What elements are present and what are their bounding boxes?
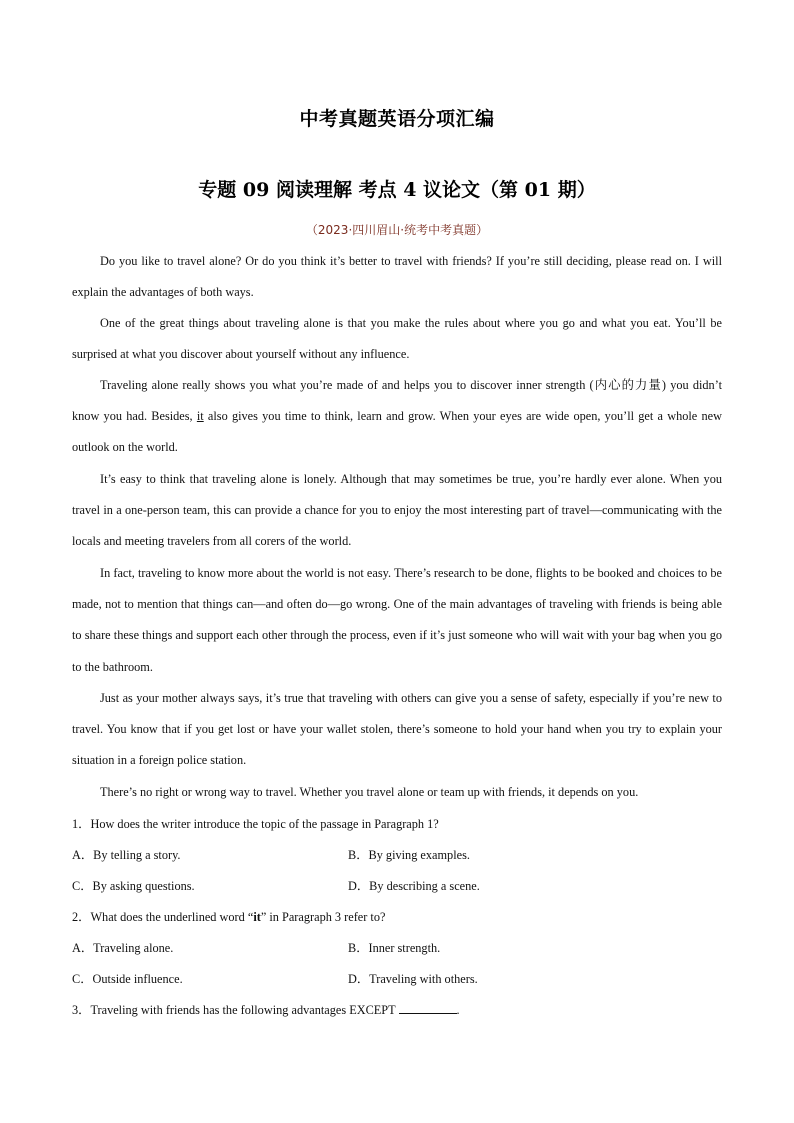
question-1-stem: 1．How does the writer introduce the topic of the passage in Paragraph 1? [72, 817, 439, 831]
question-1-option-a: A．By telling a story. [72, 848, 181, 862]
paragraph-3-text-b: also gives you time to think, learn and grow. When your eyes are wide open, you’ll get a whole new outlook on the world. [72, 409, 722, 455]
paragraph-1: Do you like to travel alone? Or do you think it’s better to travel with friends? If you’re still deciding, please read on. I will explain the advantages of both ways. [72, 254, 722, 300]
question-3-end: . [456, 1003, 460, 1017]
answer-blank[interactable] [399, 1002, 457, 1014]
question-1-option-c: C．By asking questions. [72, 879, 195, 893]
paragraph-4: It’s easy to think that traveling alone is lonely. Although that may sometimes be true, you’re hardly ever alone. When you travel in a one-person team, this can provide a chance for you to enjoy the most interesting part of travel—communicating with the locals and meeting travelers from all corers of the world. [72, 472, 722, 549]
question-2-option-d: D．Traveling with others. [348, 972, 478, 986]
paragraph-5: In fact, traveling to know more about the world is not easy. There’s research to be done, flights to be booked and choices to be made, not to mention that things can—and often do—go wrong. One of the main advantages of traveling with friends is being able to share these things and support each other through the process, even if it’s just someone who will wait with your bag when you go to the bathroom. [72, 566, 722, 674]
document-subtitle: 专题 09 阅读理解 考点 4 议论文（第 01 期） [198, 179, 596, 201]
source-label: （2023·四川眉山·统考中考真题） [305, 223, 489, 237]
question-2-option-a: A．Traveling alone. [72, 941, 174, 955]
question-2-bold-word: it [253, 910, 261, 924]
question-3-text: 3．Traveling with friends has the following advantages EXCEPT [72, 1003, 396, 1017]
question-2-option-c: C．Outside influence. [72, 972, 183, 986]
paragraph-3 [72, 370, 722, 464]
paragraph-2: One of the great things about traveling alone is that you make the rules about where you go and what you eat. You’ll be surprised at what you discover about yourself without any influence. [72, 316, 722, 362]
underlined-word-it: it [196, 409, 204, 424]
paragraph-7: There’s no right or wrong way to travel. Whether you travel alone or team up with friends, it depends on you. [100, 785, 639, 799]
paragraph-6: Just as your mother always says, it’s true that traveling with others can give you a sense of safety, especially if you’re new to travel. You know that if you get lost or have your wallet stolen, there’s someone to hold your hand when you try to explain your situation in a foreign police station. [72, 691, 722, 768]
document-title: 中考真题英语分项汇编 [299, 108, 495, 130]
question-1-option-d: D．By describing a scene. [348, 879, 480, 893]
paragraph-3-text-a: Traveling alone really shows you what you’re made of and helps you to discover inner strength (内心的力量) you didn’t know you had. Besides, [72, 378, 722, 424]
question-1-option-b: B．By giving examples. [348, 848, 470, 862]
question-3-stem [72, 1000, 722, 1020]
question-2-option-b: B．Inner strength. [348, 941, 441, 955]
question-2-stem [72, 907, 722, 927]
question-2-text-b: ” in Paragraph 3 refer to? [260, 910, 386, 924]
question-2-text-a: 2．What does the underlined word “ [72, 910, 254, 924]
